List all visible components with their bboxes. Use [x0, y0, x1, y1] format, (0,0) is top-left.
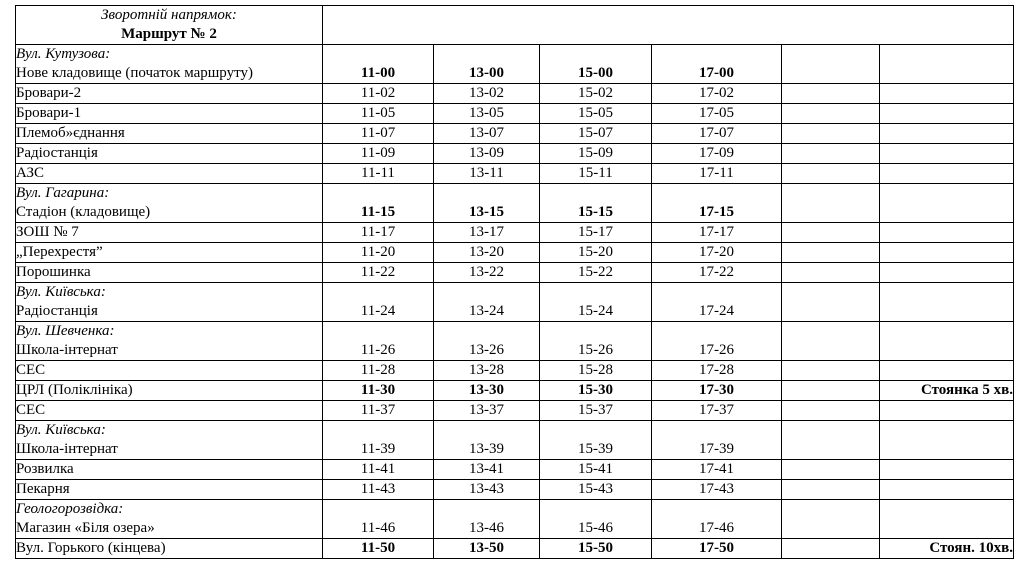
empty-cell — [782, 322, 880, 361]
empty-cell — [782, 480, 880, 500]
table-row — [16, 381, 1014, 401]
departure-time: 17-15 — [652, 184, 782, 223]
route-title: Маршрут № 2 — [121, 26, 217, 42]
stop-note — [880, 144, 1014, 164]
empty-cell — [782, 283, 880, 322]
stop-name: Радіостанція — [16, 303, 98, 319]
departure-time: 17-37 — [652, 401, 782, 421]
stop-name: Порошинка — [16, 264, 91, 280]
departure-time: 11-39 — [323, 421, 434, 460]
stop-cell — [16, 460, 323, 480]
departure-time: 15-00 — [540, 45, 652, 84]
stop-cell — [16, 263, 323, 283]
departure-time: 11-28 — [323, 361, 434, 381]
departure-time: 11-20 — [323, 243, 434, 263]
empty-cell — [782, 223, 880, 243]
stop-name: СЕС — [16, 362, 46, 378]
table-row — [16, 401, 1014, 421]
departure-time: 15-50 — [540, 539, 652, 559]
departure-time: 15-39 — [540, 421, 652, 460]
stop-note — [880, 401, 1014, 421]
stop-name: Пекарня — [16, 481, 70, 497]
table-row — [16, 500, 1014, 539]
empty-cell — [782, 45, 880, 84]
table-row — [16, 45, 1014, 84]
direction-label: Зворотній напрямок: — [101, 7, 237, 23]
departure-time: 11-43 — [323, 480, 434, 500]
table-row — [16, 460, 1014, 480]
departure-time: 11-30 — [323, 381, 434, 401]
stop-note — [880, 223, 1014, 243]
table-row — [16, 480, 1014, 500]
departure-time: 13-26 — [434, 322, 540, 361]
stop-name: Школа-інтернат — [16, 342, 118, 358]
stop-cell — [16, 381, 323, 401]
stop-name: Стадіон (кладовище) — [16, 204, 151, 220]
departure-time: 15-09 — [540, 144, 652, 164]
departure-time: 15-11 — [540, 164, 652, 184]
stop-note — [880, 460, 1014, 480]
stop-cell — [16, 104, 323, 124]
table-row — [16, 84, 1014, 104]
empty-cell — [782, 144, 880, 164]
departure-time: 17-26 — [652, 322, 782, 361]
departure-time: 17-43 — [652, 480, 782, 500]
departure-time: 17-17 — [652, 223, 782, 243]
empty-cell — [782, 381, 880, 401]
stop-cell — [16, 421, 323, 460]
departure-time: 17-07 — [652, 124, 782, 144]
stop-note — [880, 45, 1014, 84]
stop-note — [880, 104, 1014, 124]
departure-time: 17-20 — [652, 243, 782, 263]
departure-time: 11-02 — [323, 84, 434, 104]
empty-cell — [782, 124, 880, 144]
stop-note — [880, 263, 1014, 283]
stop-cell — [16, 223, 323, 243]
stop-name: Школа-інтернат — [16, 441, 118, 457]
stop-cell — [16, 480, 323, 500]
departure-time: 13-09 — [434, 144, 540, 164]
departure-time: 17-41 — [652, 460, 782, 480]
table-row — [16, 539, 1014, 559]
departure-time: 13-11 — [434, 164, 540, 184]
stop-note — [880, 283, 1014, 322]
departure-time: 15-17 — [540, 223, 652, 243]
departure-time: 11-50 — [323, 539, 434, 559]
table-row — [16, 421, 1014, 460]
departure-time: 17-02 — [652, 84, 782, 104]
schedule-table — [15, 5, 1014, 559]
departure-time: 15-15 — [540, 184, 652, 223]
departure-time: 11-26 — [323, 322, 434, 361]
stop-cell — [16, 539, 323, 559]
stop-note — [880, 164, 1014, 184]
stop-cell — [16, 144, 323, 164]
departure-time: 13-24 — [434, 283, 540, 322]
departure-time: 11-09 — [323, 144, 434, 164]
departure-time: 15-02 — [540, 84, 652, 104]
departure-time: 17-00 — [652, 45, 782, 84]
empty-cell — [782, 460, 880, 480]
departure-time: 17-24 — [652, 283, 782, 322]
stop-note — [880, 421, 1014, 460]
departure-time: 15-28 — [540, 361, 652, 381]
empty-cell — [782, 243, 880, 263]
departure-time: 15-24 — [540, 283, 652, 322]
departure-time: 13-20 — [434, 243, 540, 263]
departure-time: 13-28 — [434, 361, 540, 381]
header-cell — [16, 6, 323, 45]
departure-time: 13-41 — [434, 460, 540, 480]
departure-time: 17-30 — [652, 381, 782, 401]
departure-time: 13-15 — [434, 184, 540, 223]
stop-name: Магазин «Біля озера» — [16, 520, 155, 536]
stop-note — [880, 84, 1014, 104]
stop-name: Розвилка — [16, 461, 74, 477]
street-label: Вул. Київська: — [16, 284, 106, 300]
stop-note — [880, 480, 1014, 500]
header-row — [16, 6, 1014, 45]
stop-note — [880, 322, 1014, 361]
departure-time: 17-50 — [652, 539, 782, 559]
table-row — [16, 124, 1014, 144]
stop-note — [880, 500, 1014, 539]
stop-name: Вул. Горького (кінцева) — [16, 540, 166, 556]
stop-name: „Перехрестя” — [16, 244, 103, 260]
empty-cell — [782, 84, 880, 104]
departure-time: 13-37 — [434, 401, 540, 421]
departure-time: 11-41 — [323, 460, 434, 480]
stop-name: Радіостанція — [16, 145, 98, 161]
stop-cell — [16, 283, 323, 322]
stop-cell — [16, 322, 323, 361]
departure-time: 15-43 — [540, 480, 652, 500]
stop-note: Стоян. 10хв. — [880, 539, 1014, 559]
stop-note — [880, 124, 1014, 144]
departure-time: 13-50 — [434, 539, 540, 559]
stop-cell — [16, 500, 323, 539]
departure-time: 13-05 — [434, 104, 540, 124]
empty-cell — [782, 421, 880, 460]
departure-time: 15-37 — [540, 401, 652, 421]
departure-time: 13-22 — [434, 263, 540, 283]
table-row — [16, 184, 1014, 223]
departure-time: 15-20 — [540, 243, 652, 263]
departure-time: 11-07 — [323, 124, 434, 144]
table-row — [16, 322, 1014, 361]
empty-cell — [782, 361, 880, 381]
table-row — [16, 263, 1014, 283]
header-empty-cell — [323, 6, 1014, 45]
stop-cell — [16, 45, 323, 84]
departure-time: 15-22 — [540, 263, 652, 283]
street-label: Вул. Київська: — [16, 422, 106, 438]
stop-note — [880, 361, 1014, 381]
departure-time: 17-22 — [652, 263, 782, 283]
stop-cell — [16, 84, 323, 104]
stop-cell — [16, 243, 323, 263]
empty-cell — [782, 539, 880, 559]
departure-time: 17-28 — [652, 361, 782, 381]
departure-time: 13-46 — [434, 500, 540, 539]
stop-cell — [16, 164, 323, 184]
departure-time: 13-02 — [434, 84, 540, 104]
table-row — [16, 223, 1014, 243]
stop-note — [880, 184, 1014, 223]
departure-time: 15-46 — [540, 500, 652, 539]
departure-time: 17-05 — [652, 104, 782, 124]
departure-time: 17-09 — [652, 144, 782, 164]
table-row — [16, 144, 1014, 164]
departure-time: 11-11 — [323, 164, 434, 184]
departure-time: 11-15 — [323, 184, 434, 223]
empty-cell — [782, 184, 880, 223]
departure-time: 15-26 — [540, 322, 652, 361]
stop-cell — [16, 361, 323, 381]
stop-cell — [16, 184, 323, 223]
departure-time: 13-07 — [434, 124, 540, 144]
departure-time: 11-46 — [323, 500, 434, 539]
stop-name: Бровари-2 — [16, 85, 82, 101]
stop-name: Племоб»єднання — [16, 125, 125, 141]
stop-name: ЦРЛ (Поліклініка) — [16, 382, 133, 398]
street-label: Вул. Шевченка: — [16, 323, 115, 339]
stop-note — [880, 243, 1014, 263]
departure-time: 11-24 — [323, 283, 434, 322]
departure-time: 17-39 — [652, 421, 782, 460]
street-label: Геологорозвідка: — [16, 501, 124, 517]
stop-cell — [16, 124, 323, 144]
departure-time: 11-22 — [323, 263, 434, 283]
stop-cell — [16, 401, 323, 421]
empty-cell — [782, 164, 880, 184]
departure-time: 17-46 — [652, 500, 782, 539]
departure-time: 15-41 — [540, 460, 652, 480]
departure-time: 15-05 — [540, 104, 652, 124]
departure-time: 11-17 — [323, 223, 434, 243]
table-row — [16, 361, 1014, 381]
departure-time: 13-43 — [434, 480, 540, 500]
departure-time: 13-00 — [434, 45, 540, 84]
departure-time: 15-07 — [540, 124, 652, 144]
empty-cell — [782, 500, 880, 539]
stop-name: СЕС — [16, 402, 46, 418]
table-row — [16, 283, 1014, 322]
stop-name: ЗОШ № 7 — [16, 224, 79, 240]
stop-name: Нове кладовище (початок маршруту) — [16, 65, 253, 81]
departure-time: 13-30 — [434, 381, 540, 401]
stop-note: Стоянка 5 хв. — [880, 381, 1014, 401]
departure-time: 11-00 — [323, 45, 434, 84]
table-row — [16, 104, 1014, 124]
table-row — [16, 164, 1014, 184]
stop-name: АЗС — [16, 165, 44, 181]
empty-cell — [782, 263, 880, 283]
departure-time: 17-11 — [652, 164, 782, 184]
street-label: Вул. Гагарина: — [16, 185, 110, 201]
departure-time: 11-05 — [323, 104, 434, 124]
empty-cell — [782, 104, 880, 124]
departure-time: 11-37 — [323, 401, 434, 421]
table-row — [16, 243, 1014, 263]
street-label: Вул. Кутузова: — [16, 46, 111, 62]
empty-cell — [782, 401, 880, 421]
departure-time: 13-39 — [434, 421, 540, 460]
departure-time: 15-30 — [540, 381, 652, 401]
stop-name: Бровари-1 — [16, 105, 82, 121]
departure-time: 13-17 — [434, 223, 540, 243]
